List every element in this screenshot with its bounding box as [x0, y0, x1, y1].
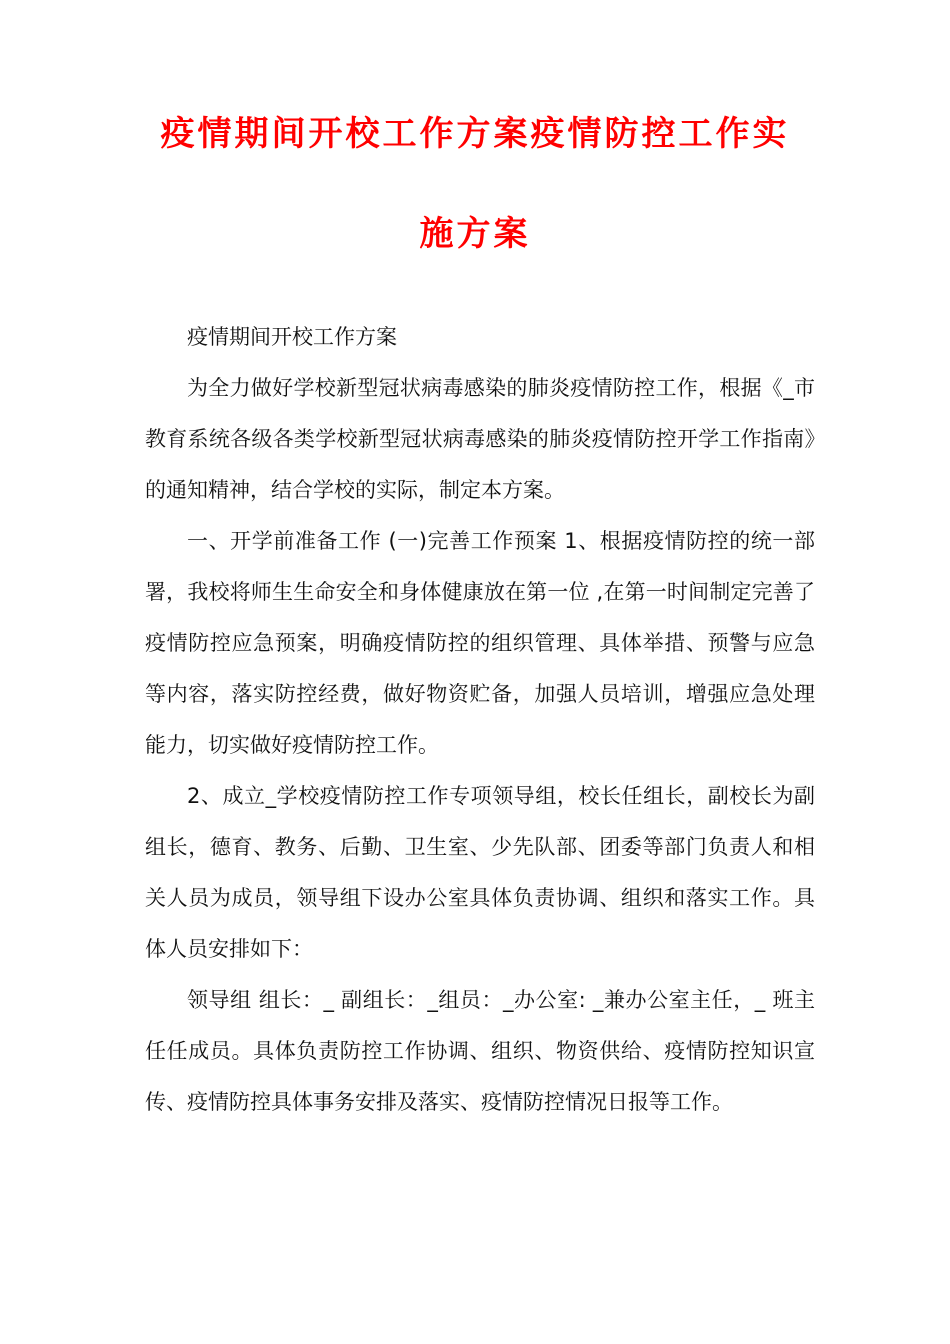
paragraph-personnel: 领导组 组长：_ 副组长：_组员：_办公室: _兼办公室主任，_ 班主任任成员。具体负责防控工作协调、组织、物资供给、疫情防控知识宣传、疫情防控具体事务安排及落实、疫情防控情况日报等工作。	[145, 988, 815, 1114]
paragraph-preparation: 一、开学前准备工作 (一)完善工作预案 1、根据疫情防控的统一部署，我校将师生生命安全和身体健康放在第一位 ,在第一时间制定完善了疫情防控应急预案，明确疫情防控的组织管理、具体举措、预警与应急等内容，落实防控经费，做好物资贮备，加强人员培训，增强应急处理能力，切实做好疫情防控工作。	[145, 529, 815, 757]
paragraph-subtitle: 疫情期间开校工作方案	[187, 325, 397, 349]
document-body	[145, 312, 815, 1128]
document-title-line-2: 施方案	[419, 214, 531, 254]
document-title-line-1: 疫情期间开校工作方案疫情防控工作实	[160, 114, 790, 154]
paragraph-leadership-group: 2、成立_学校疫情防控工作专项领导组，校长任组长，副校长为副组长，德育、教务、后勤、卫生室、少先队部、团委等部门负责人和相关人员为成员，领导组下设办公室具体负责协调、组织和落实工作。具体人员安排如下：	[145, 784, 815, 961]
paragraph-intro: 为全力做好学校新型冠状病毒感染的肺炎疫情防控工作，根据《_市教育系统各级各类学校新型冠状病毒感染的肺炎疫情防控开学工作指南》的通知精神，结合学校的实际，制定本方案。	[145, 376, 815, 502]
